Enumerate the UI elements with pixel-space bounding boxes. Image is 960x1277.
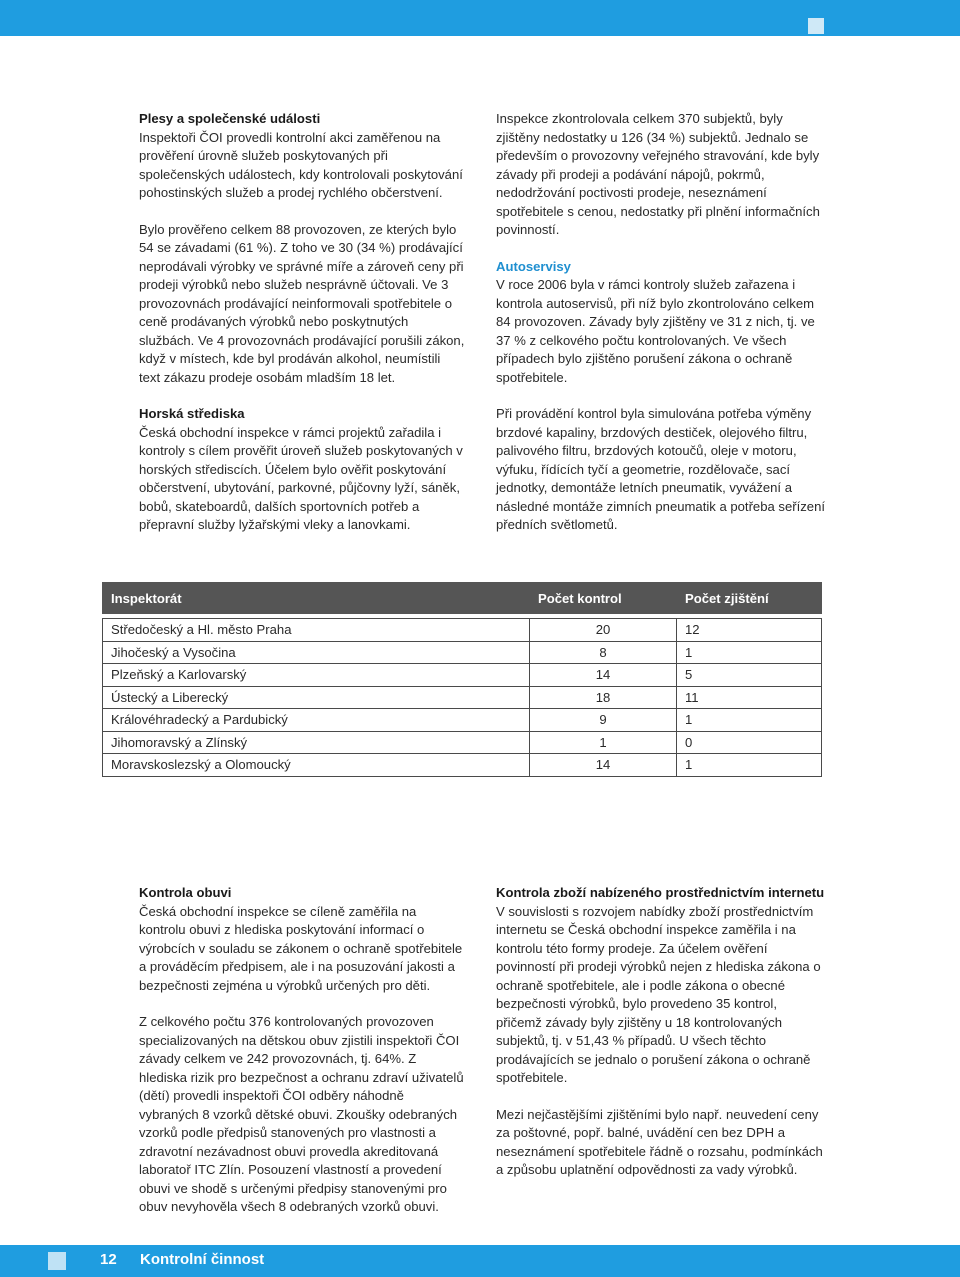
- table-row: [103, 641, 822, 664]
- paragraph: Inspekce zkontrolovala celkem 370 subjektů, byly zjištěny nedostatky u 126 (34 %) subjektů. Jednalo se především o provozovny veřejného stravování, kde byly závady při prodeji a podávání nápojů, pokrmů, nedodržování poctivosti prodeje, neseznámení spotřebitele s cenou, nedostatky při plnění informačních povinností.: [496, 111, 820, 237]
- paragraph: Bylo prověřeno celkem 88 provozoven, ze kterých bylo 54 se závadami (61 %). Z toho ve 30 (34 %) prodávající neprodávali výrobky ve správné míře a zároveň ceny při prodeji výrobků nebo služeb nesprávně účtovali. Ve 3 provozovnách prodávající neinformovali spotřebitele o ceně prodávaných výrobků nebo poskytnutých službách. Ve 4 provozovnách prodávající porušili zákon, když v místech, kde byl prodáván alkohol, neumístili text zákazu prodeje osobám mladším 18 let.: [139, 221, 465, 385]
- table-header-row: [103, 583, 822, 614]
- section-title: Kontrola zboží nabízeného prostřednictvím internetu: [496, 885, 825, 900]
- section-title: Kontrola obuvi: [139, 885, 232, 900]
- table-cell: 18: [530, 686, 677, 709]
- table-row: [103, 664, 822, 687]
- paragraph: Při provádění kontrol byla simulována potřeba výměny brzdové kapaliny, brzdových destiček, olejového filtru, palivového filtru, brzdových kotoučů, oleje v motoru, výfuku, řídících tyčí a geometrie, rozdělovače, sací jednotky, demontáže letních pneumatik, vyvážení a následné montáže zimních pneumatik a potřeba seřízení předních světlometů.: [496, 406, 825, 532]
- inspection-table: [102, 582, 822, 777]
- table-cell: 1: [677, 754, 822, 777]
- footer-section-title: Kontrolní činnost: [140, 1251, 265, 1268]
- table-cell: Ústecký a Liberecký: [103, 686, 530, 709]
- table-cell: Jihočeský a Vysočina: [103, 641, 530, 664]
- paragraph: V souvislosti s rozvojem nabídky zboží prostřednictvím internetu se Česká obchodní inspekce zaměřila i na kontrolu této formy prodeje. Za účelem ověření povinností při prodeji výrobků nejen z hlediska zákona o ochraně spotřebitele, ale i podle zákona o obecné bezpečnosti výrobků, bylo provedeno 35 kontrol, přičemž závady byly zjištěny u 18 kontrolovaných subjektů, tj. v 51,43 % případů. U všech těchto prodávajících se jednalo o porušení zákona o ochraně spotřebitele.: [496, 903, 821, 1085]
- table-cell: Královéhradecký a Pardubický: [103, 709, 530, 732]
- right-column-bottom: [496, 884, 826, 1198]
- column-header: Počet zjištění: [677, 583, 822, 614]
- table-cell: 1: [530, 731, 677, 754]
- page-number: 12: [100, 1251, 117, 1268]
- table-cell: Jihomoravský a Zlínský: [103, 731, 530, 754]
- paragraph: Z celkového počtu 376 kontrolovaných provozoven specializovaných na dětskou obuv zjistili inspektoři ČOI závady celkem ve 242 provozovnách, tj. 64%. Z hlediska rizik pro bezpečnost a ochranu zdraví uživatelů (dětí) provedli inspektoři ČOI odběry náhodně vybraných 8 vzorků dětské obuvi. Zkoušky odebraných vzorků podle předpisů stanovených pro vlastnosti a zdravotní nezávadnost obuvi provedla akreditovaná laboratoř ITC Zlín. Posouzení vlastností a provedení obuvi ve shodě s určenými předpisy stanovenými pro obuv nevyhověla všech 8 odebraných vzorků obuvi.: [139, 1014, 464, 1214]
- table-cell: Moravskoslezský a Olomoucký: [103, 754, 530, 777]
- paragraph: Česká obchodní inspekce v rámci projektů zařadila i kontroly s cílem prověřit úroveň služeb poskytovaných v horských střediscích. Účelem bylo ověřit poskytování občerstvení, ubytování, parkovné, půjčovny lyží, sáněk, bobů, skateboardů, dalších sportovních potřeb a přepravní služby lyžařskými vleky a lanovkami.: [139, 424, 463, 532]
- section-horska-strediska: [139, 405, 465, 535]
- paragraph: Česká obchodní inspekce se cíleně zaměřila na kontrolu obuvi z hlediska poskytování informací o výrobcích v souladu se zákonem o ochraně spotřebitele a prováděcím předpisem, ale i na posuzování jakosti a bezpečnosti zejména u výrobků určených pro děti.: [139, 903, 463, 993]
- table-cell: 1: [677, 709, 822, 732]
- table-cell: 12: [677, 619, 822, 642]
- table-cell: 1: [677, 641, 822, 664]
- column-header: Inspektorát: [103, 583, 530, 614]
- section-autoservisy: [496, 258, 826, 535]
- table-row: [103, 619, 822, 642]
- table-cell: 0: [677, 731, 822, 754]
- table-row: [103, 731, 822, 754]
- right-column-top: [496, 110, 826, 553]
- table-row: [103, 709, 822, 732]
- section-plesy: [139, 110, 465, 387]
- left-column-top: [139, 110, 465, 553]
- table-cell: Středočeský a Hl. město Praha: [103, 619, 530, 642]
- table-row: [103, 686, 822, 709]
- table-cell: Plzeňský a Karlovarský: [103, 664, 530, 687]
- table-cell: 5: [677, 664, 822, 687]
- table-cell: 9: [530, 709, 677, 732]
- table-cell: 20: [530, 619, 677, 642]
- column-header: Počet kontrol: [530, 583, 677, 614]
- paragraph: V roce 2006 byla v rámci kontroly služeb zařazena i kontrola autoservisů, při níž bylo zkontrolováno celkem 84 provozoven. Závady byly zjištěny ve 31 z nich, tj. ve 37 % z celkového počtu kontrolovaných. Ve všech případech bylo zjištěno porušení zákona o ochraně spotřebitele.: [496, 277, 815, 385]
- footer-square-icon: [48, 1252, 66, 1270]
- table-row: [103, 754, 822, 777]
- table-cell: 11: [677, 686, 822, 709]
- paragraph: Mezi nejčastějšími zjištěními bylo např. neuvedení ceny za poštovné, popř. balné, uvádění cen bez DPH a neseznámení spotřebitele řádně o rozsahu, podmínkách a způsobu uplatnění odpovědnosti za vady výrobků.: [496, 1106, 823, 1177]
- table-cell: 14: [530, 664, 677, 687]
- left-column-bottom: [139, 884, 465, 1235]
- section-title: Horská střediska: [139, 406, 245, 421]
- table-cell: 8: [530, 641, 677, 664]
- header-square-icon: [808, 18, 824, 34]
- table-cell: 14: [530, 754, 677, 777]
- section-title: Plesy a společenské události: [139, 111, 321, 126]
- paragraph: Inspektoři ČOI provedli kontrolní akci zaměřenou na prověření úrovně služeb poskytovaných při společenských událostech, kdy kontrolovali poskytování pohostinských služeb a prodej rychlého občerstvení.: [139, 129, 463, 200]
- section-title: Autoservisy: [496, 258, 571, 274]
